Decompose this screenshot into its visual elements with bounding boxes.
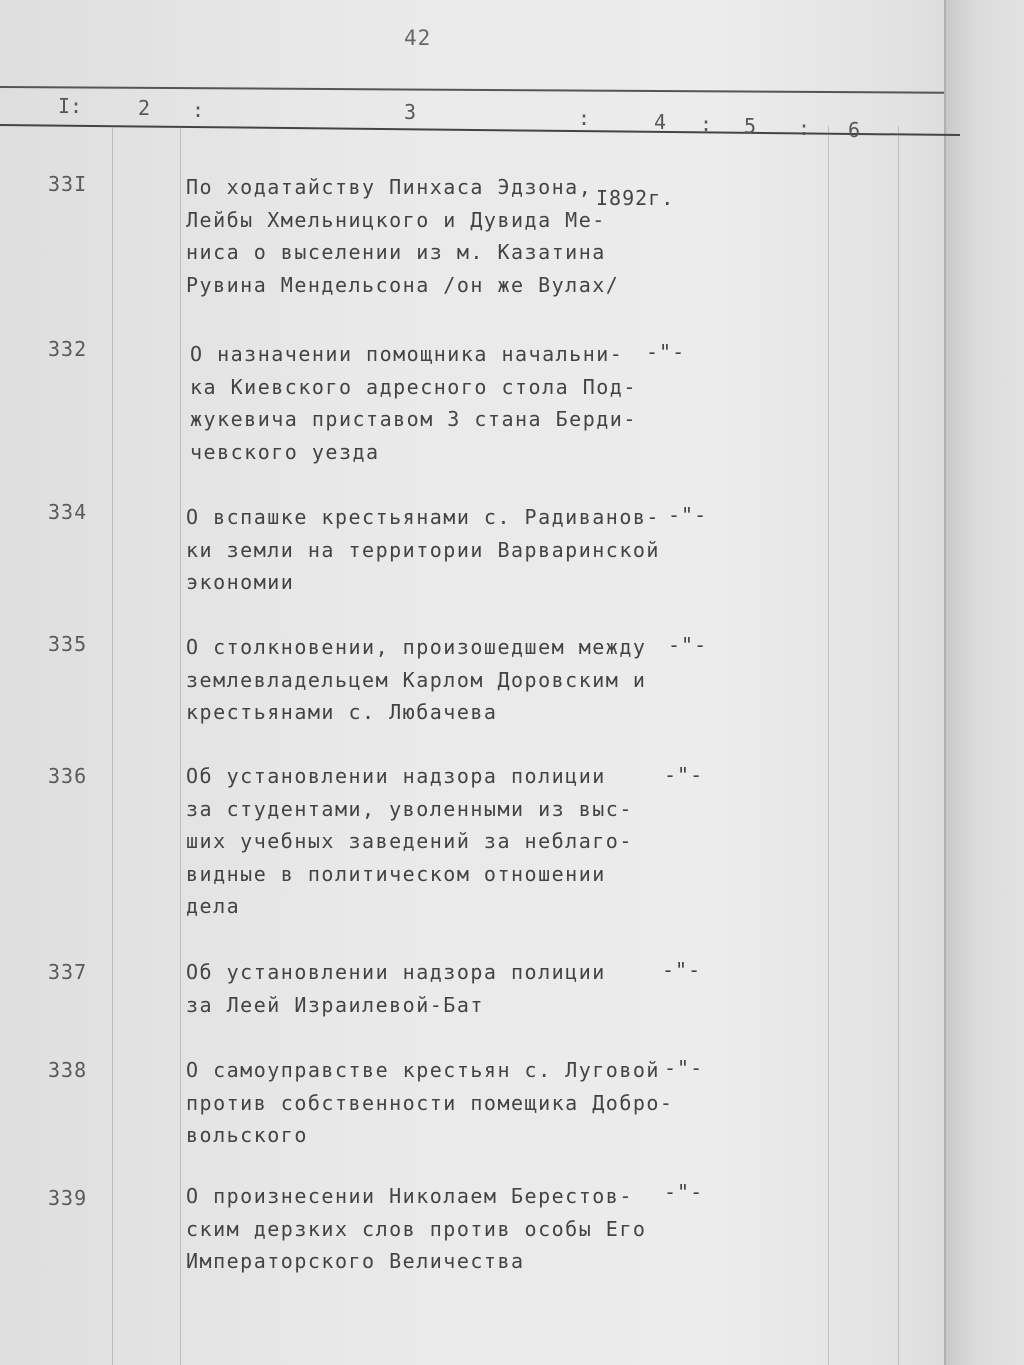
header-sep-4: :	[798, 116, 811, 140]
record-date: I892г.	[596, 186, 675, 210]
record-title	[186, 171, 666, 301]
header-col-3: 3	[404, 100, 417, 124]
record-title-line: Рувина Мендельсона /он же Вулах/	[186, 272, 620, 297]
record-date: -"-	[668, 503, 708, 527]
header-rule-top	[0, 86, 944, 94]
record-title-line: Императорского Величества	[186, 1249, 525, 1273]
record-number: 338	[48, 1058, 88, 1082]
record-title-line: землевладельцем Карлом Доровским и	[186, 667, 647, 692]
record-title-line: Об установлении надзора полиции	[186, 960, 606, 984]
column-divider	[828, 126, 829, 1365]
record-title-line: ки земли на территории Варваринской	[186, 537, 660, 562]
record-title-line: за Леей Израилевой-Бат	[186, 992, 484, 1017]
record-number: 336	[48, 764, 88, 788]
column-divider	[112, 126, 113, 1365]
record-title	[186, 1054, 674, 1152]
record-date: -"-	[662, 958, 702, 982]
header-sep-1: :	[192, 98, 205, 122]
record-title-line: жукевича приставом 3 стана Берди-	[190, 407, 637, 431]
record-number: 335	[48, 632, 88, 656]
record-title	[186, 631, 666, 729]
record-number: 334	[48, 500, 88, 524]
record-number: 332	[48, 337, 88, 361]
header-sep-2: :	[578, 106, 591, 130]
record-title-line: О столкновении, произошедшем между	[186, 635, 647, 659]
record-title-line: ших учебных заведений за неблаго-	[186, 829, 633, 853]
record-date: -"-	[664, 1056, 704, 1080]
record-title-line: Об установлении надзора полиции	[186, 764, 606, 788]
record-title-line: О произнесении Николаем Берестов-	[186, 1184, 633, 1208]
record-title-line: за студентами, уволенными из выс-	[186, 796, 633, 821]
record-number: 33I	[48, 172, 88, 196]
record-title	[186, 1180, 666, 1278]
record-title-line: О самоуправстве крестьян с. Луговой	[186, 1058, 660, 1082]
adjacent-sheet-edge	[944, 0, 1024, 1365]
record-title	[186, 760, 666, 923]
record-date: -"-	[664, 1180, 704, 1204]
column-divider	[898, 126, 899, 1365]
header-col-5: 5	[744, 114, 757, 138]
record-title-line: чевского уезда	[190, 439, 380, 464]
record-title-line: крестьянами с. Любачева	[186, 700, 498, 724]
header-sep-3: :	[700, 112, 713, 136]
header-col-1: I:	[58, 94, 83, 118]
record-title	[186, 501, 666, 599]
record-title-line: видные в политическом отношении	[186, 861, 606, 886]
record-title-line: ским дерзких слов против особы Его	[186, 1216, 647, 1241]
record-title-line: дела	[186, 894, 241, 918]
header-col-2: 2	[138, 96, 151, 120]
record-date: -"-	[668, 633, 708, 657]
record-title-line: ка Киевского адресного стола Под-	[190, 374, 637, 399]
record-title-line: О назначении помощника начальни-	[190, 342, 624, 366]
record-title-line: против собственности помещика Добро-	[186, 1090, 674, 1115]
record-title	[186, 956, 666, 1021]
record-title	[190, 338, 670, 468]
record-title-line: ниса о выселении из м. Казатина	[186, 240, 606, 264]
record-title-line: Лейбы Хмельницкого и Дувида Ме-	[186, 207, 606, 232]
header-rule-bottom	[0, 124, 960, 136]
record-date: -"-	[646, 340, 686, 364]
record-number: 339	[48, 1186, 88, 1210]
record-number: 337	[48, 960, 88, 984]
record-title-line: По ходатайству Пинхаса Эдзона,	[186, 175, 593, 199]
record-title-line: вольского	[186, 1123, 308, 1147]
page-number: 42	[404, 26, 432, 50]
column-divider	[180, 126, 181, 1365]
header-col-6: 6	[848, 118, 861, 142]
header-col-4: 4	[654, 110, 667, 134]
record-title-line: О вспашке крестьянами с. Радиванов-	[186, 505, 660, 529]
record-title-line: экономии	[186, 570, 295, 594]
record-date: -"-	[664, 763, 704, 787]
